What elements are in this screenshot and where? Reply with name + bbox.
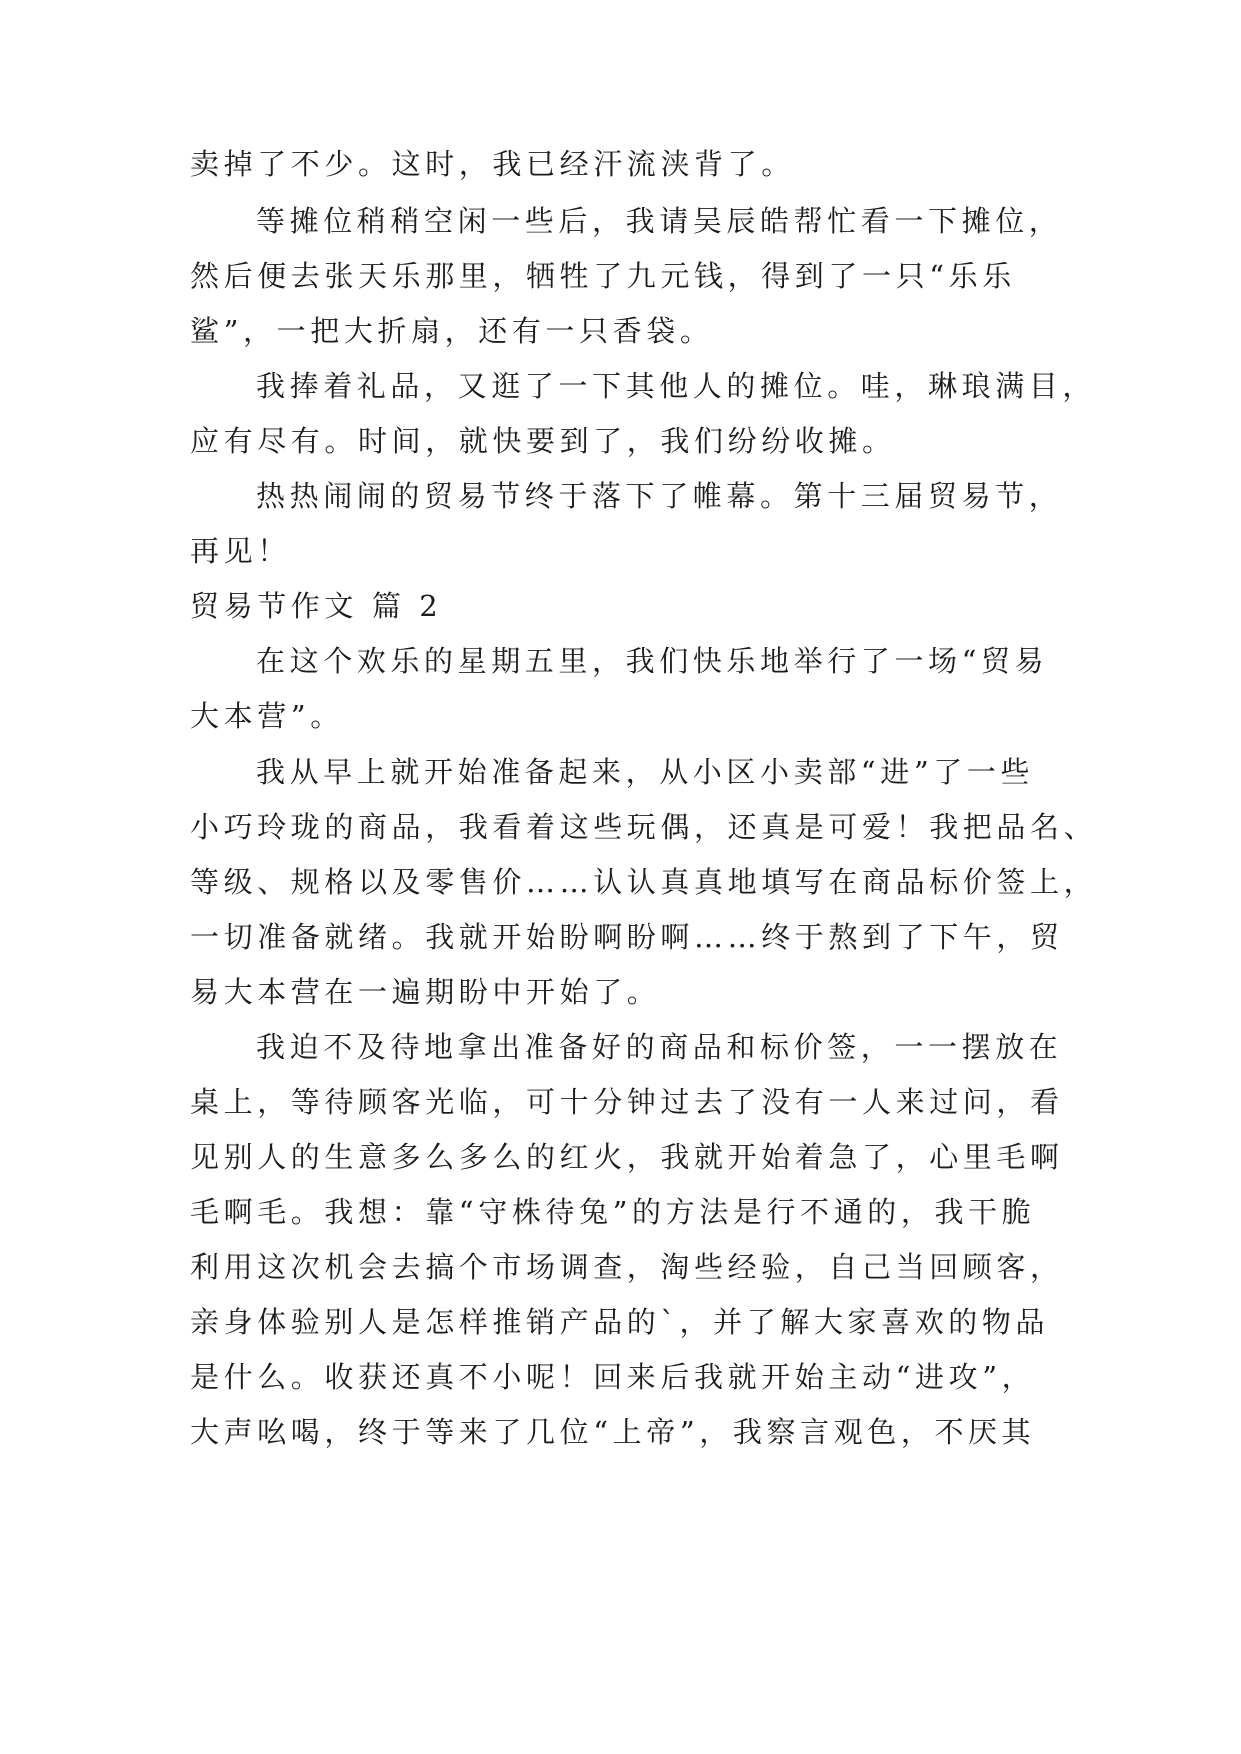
paragraph-line: 见别人的生意多么多么的红火，我就开始着急了，心里毛啊 — [190, 1140, 1064, 1174]
paragraph-line: 等摊位稍稍空闲一些后，我请吴辰皓帮忙看一下摊位， — [256, 204, 1063, 238]
paragraph-line: 应有尽有。时间，就快要到了，我们纷纷收摊。 — [190, 424, 896, 458]
paragraph-line: 一切准备就绪。我就开始盼啊盼啊……终于熬到了下午，贸 — [190, 920, 1064, 954]
paragraph-line: 毛啊毛。我想：靠“守株待兔”的方法是行不通的，我干脆 — [190, 1195, 1036, 1229]
section-heading: 贸易节作文 篇 2 — [190, 589, 443, 623]
paragraph-line: 桌上，等待顾客光临，可十分钟过去了没有一人来过问，看 — [190, 1085, 1064, 1119]
paragraph-line: 我从早上就开始准备起来，从小区小卖部“进”了一些 — [256, 755, 1035, 789]
paragraph-line: 大声吆喝，终于等来了几位“上帝”，我察言观色，不厌其 — [190, 1415, 1036, 1449]
paragraph-line: 再见！ — [190, 534, 291, 568]
paragraph-line: 热热闹闹的贸易节终于落下了帷幕。第十三届贸易节， — [256, 479, 1063, 513]
paragraph-line: 小巧玲珑的商品，我看着这些玩偶，还真是可爱！我把品名、 — [190, 810, 1098, 844]
paragraph-line: 是什么。收获还真不小呢！回来后我就开始主动“进攻”， — [190, 1360, 1036, 1394]
paragraph-line: 亲身体验别人是怎样推销产品的`，并了解大家喜欢的物品 — [190, 1305, 1050, 1339]
paragraph-line: 然后便去张天乐那里，牺牲了九元钱，得到了一只“乐乐 — [190, 259, 1016, 293]
paragraph-line: 鲨”，一把大折扇，还有一只香袋。 — [190, 314, 714, 348]
paragraph-line: 易大本营在一遍期盼中开始了。 — [190, 975, 661, 1009]
paragraph-line: 大本营”。 — [190, 699, 344, 733]
paragraph-line: 我捧着礼品，又逛了一下其他人的摊位。哇，琳琅满目， — [256, 369, 1097, 403]
paragraph-line: 在这个欢乐的星期五里，我们快乐地举行了一场“贸易 — [256, 644, 1049, 678]
paragraph-line: 我迫不及待地拿出准备好的商品和标价签，一一摆放在 — [256, 1030, 1063, 1064]
paragraph-line: 卖掉了不少。这时，我已经汗流浃背了。 — [190, 147, 795, 181]
paragraph-line: 等级、规格以及零售价……认认真真地填写在商品标价签上， — [190, 865, 1098, 899]
paragraph-line: 利用这次机会去搞个市场调查，淘些经验，自己当回顾客， — [190, 1250, 1064, 1284]
